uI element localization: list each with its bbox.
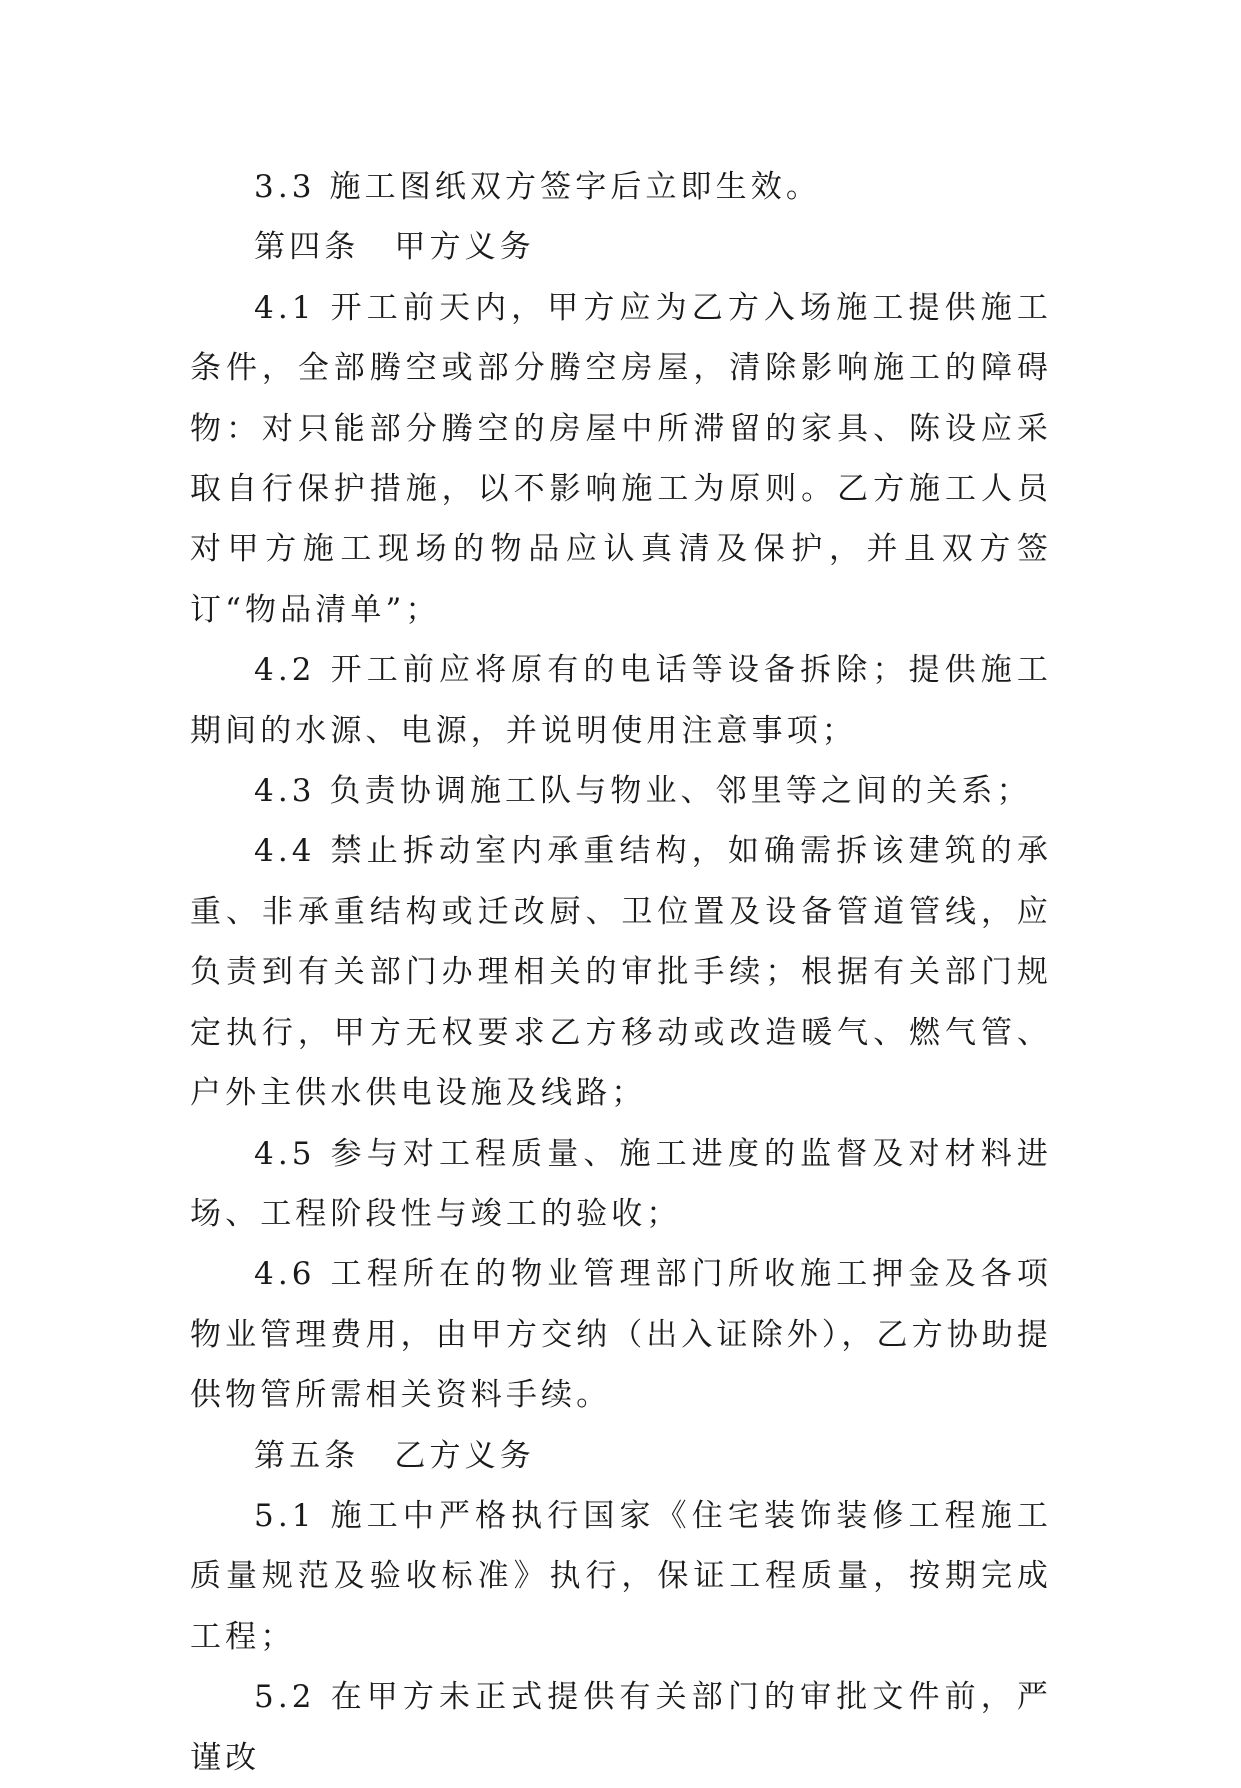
clause-4-1: 4.1 开工前天内，甲方应为乙方入场施工提供施工条件，全部腾空或部分腾空房屋，清除影响施工的障碍物：对只能部分腾空的房屋中所滞留的家具、陈设应采取自行保护措施，以不影响施工为原则。乙方施工人员对甲方施工现场的物品应认真清及保护，并且双方签订“物品清单”；: [190, 289, 1052, 628]
clause-4-5: 4.5 参与对工程质量、施工进度的监督及对材料进场、工程阶段性与竣工的验收；: [190, 1135, 1052, 1232]
clause-5-2: 5.2 在甲方未正式提供有关部门的审批文件前，严谨改: [190, 1679, 1052, 1776]
article-4-heading: 第四条 甲方义务: [254, 229, 535, 266]
article-5-heading: 第五条 乙方义务: [254, 1437, 535, 1474]
clause-4-4: 4.4 禁止拆动室内承重结构，如确需拆该建筑的承重、非承重结构或迁改厨、卫位置及设备管道管线，应负责到有关部门办理相关的审批手续；根据有关部门规定执行，甲方无权要求乙方移动或改造暖气、燃气管、户外主供水供电设施及线路；: [190, 833, 1052, 1112]
document-body: [190, 157, 1052, 1788]
clause-5-1: 5.1 施工中严格执行国家《住宅装饰装修工程施工质量规范及验收标准》执行，保证工程质量，按期完成工程；: [190, 1497, 1052, 1655]
clause-4-3: 4.3 负责协调施工队与物业、邻里等之间的关系；: [254, 773, 1032, 810]
clause-4-2: 4.2 开工前应将原有的电话等设备拆除；提供施工期间的水源、电源，并说明使用注意事项；: [190, 652, 1052, 749]
clause-4-6: 4.6 工程所在的物业管理部门所收施工押金及各项物业管理费用，由甲方交纳（出入证除外），乙方协助提供物管所需相关资料手续。: [190, 1256, 1052, 1414]
clause-3-3: 3.3 施工图纸双方签字后立即生效。: [254, 169, 821, 205]
